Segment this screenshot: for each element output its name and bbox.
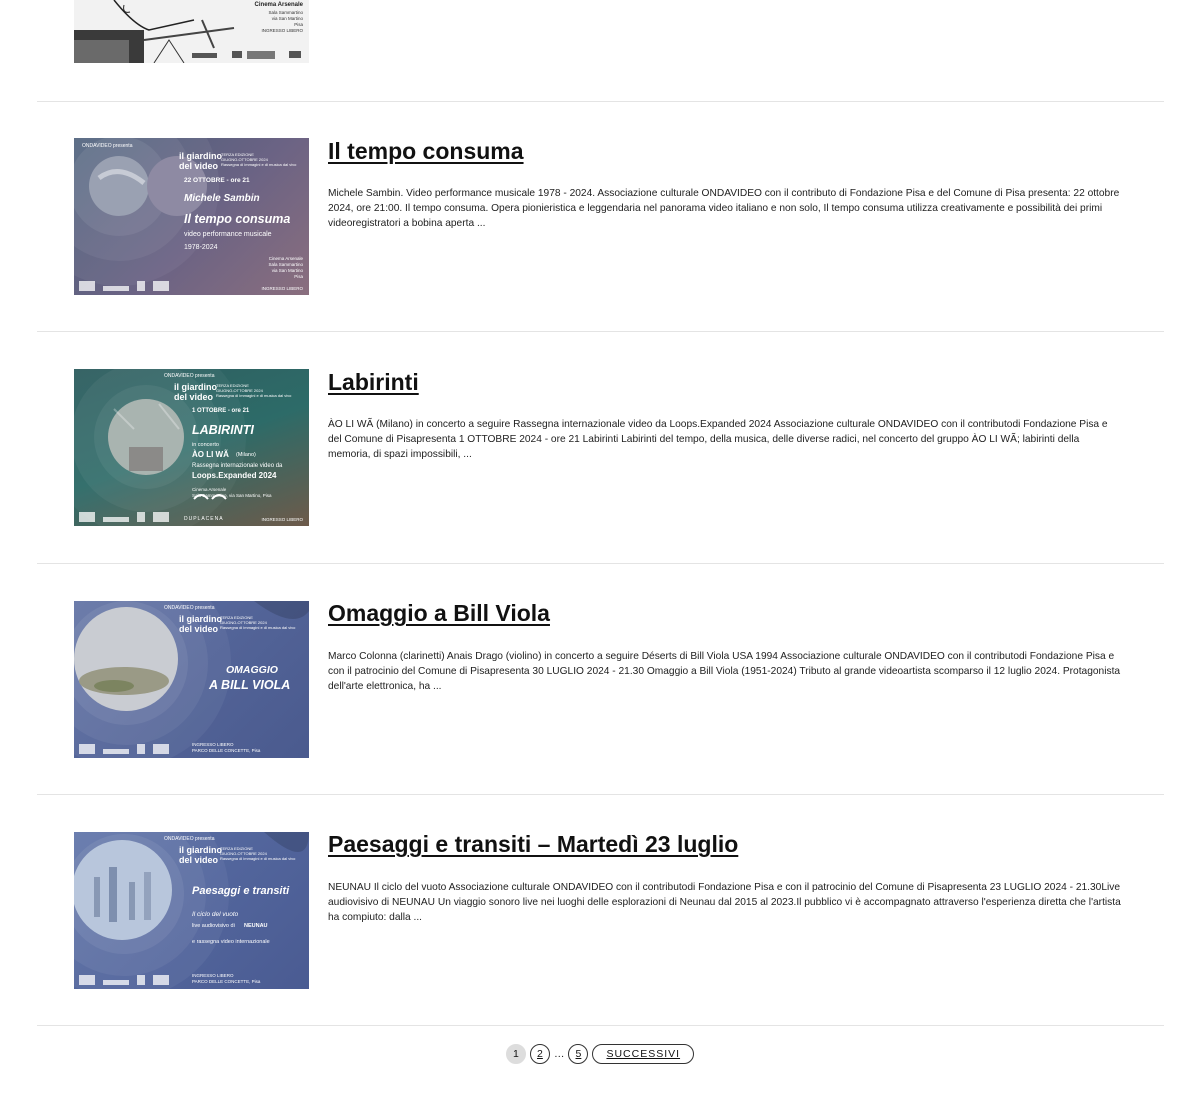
sponsor-logo bbox=[79, 512, 95, 522]
poster-rassegna-2: del video bbox=[179, 855, 219, 865]
sponsor-logo bbox=[137, 975, 145, 985]
post-divider bbox=[37, 101, 1164, 102]
poster-subtitle: Il ciclo del vuoto bbox=[192, 911, 239, 918]
sponsor-logo bbox=[103, 286, 129, 291]
post-thumbnail[interactable] bbox=[74, 138, 309, 295]
sponsor-logo bbox=[153, 512, 169, 522]
poster-venue-room: Sala Sammartino bbox=[268, 262, 303, 267]
post-title-link[interactable]: Il tempo consuma bbox=[328, 138, 524, 164]
poster-presenter: ONDAVIDEO presenta bbox=[164, 836, 215, 842]
poster-free-entry: INGRESSO LIBERO bbox=[261, 517, 303, 522]
sponsor-logo bbox=[137, 281, 145, 291]
post-thumbnail[interactable] bbox=[74, 601, 309, 758]
poster-subtitle: video performance musicale bbox=[184, 231, 272, 238]
poster-venue-street: via San Martino bbox=[271, 16, 303, 21]
poster-free-entry: INGRESSO LIBERO bbox=[192, 973, 234, 978]
sponsor-logo bbox=[103, 980, 129, 985]
poster-headline-2: A BILL VIOLA bbox=[209, 678, 291, 692]
poster-presenter: ONDAVIDEO presenta bbox=[164, 373, 215, 379]
page-5-link[interactable]: 5 bbox=[568, 1044, 588, 1064]
poster-venue-room: Sala Sammartino bbox=[268, 10, 303, 15]
post-divider bbox=[37, 794, 1164, 795]
poster-rassegna: il giardino bbox=[179, 845, 223, 855]
poster-period: GIUGNO-OTTOBRE 2024 bbox=[220, 620, 267, 625]
sponsor-logo bbox=[232, 51, 242, 58]
post-title-link[interactable]: Omaggio a Bill Viola bbox=[328, 600, 550, 626]
page-2-link[interactable]: 2 bbox=[530, 1044, 550, 1064]
poster-subtitle: in concerto bbox=[192, 442, 219, 448]
poster-headline: LABIRINTI bbox=[192, 423, 254, 437]
post-divider bbox=[37, 563, 1164, 564]
sponsor-logo bbox=[289, 51, 301, 58]
page-1-current: 1 bbox=[506, 1044, 526, 1064]
poster-period: GIUGNO-OTTOBRE 2024 bbox=[216, 388, 263, 393]
post-divider bbox=[37, 331, 1164, 332]
sponsor-logo bbox=[153, 744, 169, 754]
poster-venue: Cinema Arsenale bbox=[192, 487, 227, 492]
poster-presenter: ONDAVIDEO presenta bbox=[82, 143, 133, 149]
next-page-button[interactable]: SUCCESSIVI bbox=[592, 1044, 694, 1064]
sponsor-logo bbox=[137, 744, 145, 754]
poster-artist: NEUNAU bbox=[244, 923, 268, 929]
poster-rassegna-2: del video bbox=[179, 161, 219, 171]
pagination bbox=[0, 1044, 1200, 1064]
post-excerpt: Michele Sambin. Video performance musicale 1978 - 2024. Associazione culturale ONDAVIDEO con il contributo di Fondazione Pisa e del Comune di Pisa presenta: 22 ottobre 2024, ore 21:00. Il tempo consuma. Opera pionieristica e leggendaria nel panorama video italiano e non solo, Il tempo consuma utilizza creativamente e possibilità dei primi videoregistratori a bobina aperta ... bbox=[328, 188, 1120, 229]
poster-rassegna-2: del video bbox=[179, 624, 219, 634]
sponsor-logo bbox=[153, 281, 169, 291]
poster-venue-city: Pisa bbox=[294, 274, 303, 279]
poster-free-entry: INGRESSO LIBERO bbox=[261, 28, 303, 33]
poster-free-entry: INGRESSO LIBERO bbox=[192, 742, 234, 747]
sponsor-logos bbox=[79, 512, 169, 522]
poster-subtitle-2: Rassegna internazionale video da bbox=[192, 463, 283, 469]
poster-headline: Il tempo consuma bbox=[184, 212, 291, 226]
poster-venue: Cinema Arsenale bbox=[268, 256, 303, 261]
poster-festival: Loops.Expanded 2024 bbox=[192, 471, 277, 480]
sponsor-logo bbox=[192, 53, 217, 58]
sponsor-logo bbox=[79, 744, 95, 754]
post-excerpt: Marco Colonna (clarinetti) Anais Drago (violino) in concerto a seguire Déserts di Bill Viola USA 1994 Associazione culturale ONDAVIDEO con il contributodi Fondazione Pisa e con il patrocinio del Comune di Pisapresenta 30 LUGLIO 2024 - 21.30 Omaggio a Bill Viola (1951-2024) Tributo al grande videoartista scomparso il 12 luglio 2024. Protagonista dell'arte elettronica, ha ... bbox=[328, 651, 1121, 692]
poster-subtitle-2: live audiovisivo di bbox=[192, 923, 235, 929]
poster-tagline: Rassegna di immagini e di musica dal vivo bbox=[221, 162, 297, 167]
poster-edition: TERZA EDIZIONE bbox=[220, 615, 253, 620]
poster-years: 1978-2024 bbox=[184, 244, 218, 251]
post-title-link[interactable]: Paesaggi e transiti – Martedì 23 luglio bbox=[328, 831, 739, 857]
poster-venue: PARCO DELLE CONCETTE, Pisa bbox=[192, 748, 261, 753]
post-thumbnail-partial[interactable] bbox=[74, 0, 309, 63]
post-excerpt: NEUNAU Il ciclo del vuoto Associazione culturale ONDAVIDEO con il contributodi Fondazione Pisa e con il patrocinio del Comune di Pisapresenta 23 LUGLIO 2024 - 21.30Live audiovisivo di NEUNAU Un viaggio sonoro live nei luoghi delle esplorazioni di Neunau dal 2015 al 2023.Il pubblico vi è accompagnato attraverso l'esperienza diretta che l'artista ha compiuto: dalla ... bbox=[328, 882, 1121, 923]
sponsor-logos bbox=[79, 975, 169, 985]
poster-artist: Michele Sambin bbox=[184, 193, 260, 204]
poster-brand: DUPLACENA bbox=[184, 516, 224, 522]
pagination-ellipsis: … bbox=[554, 1044, 565, 1064]
poster-tagline: Rassegna di immagini e di musica dal vivo bbox=[220, 625, 296, 630]
poster-venue-city: Pisa bbox=[294, 22, 303, 27]
sponsor-logo bbox=[79, 281, 95, 291]
poster-rassegna-2: del video bbox=[174, 392, 214, 402]
sponsor-logo bbox=[153, 975, 169, 985]
poster-tagline: Rassegna di immagini e di musica dal vivo bbox=[220, 856, 296, 861]
poster-presenter: ONDAVIDEO presenta bbox=[164, 605, 215, 611]
poster-rassegna: il giardino bbox=[174, 382, 218, 392]
poster-edition: TERZA EDIZIONE bbox=[216, 383, 249, 388]
poster-tagline: Rassegna di immagini e di musica dal vivo bbox=[216, 393, 292, 398]
poster-headline: OMAGGIO bbox=[226, 664, 278, 676]
sponsor-logo bbox=[247, 51, 275, 59]
post-title-link[interactable]: Labirinti bbox=[328, 369, 419, 395]
sponsor-logo bbox=[79, 975, 95, 985]
poster-rassegna: il giardino bbox=[179, 151, 223, 161]
sponsor-logos bbox=[79, 281, 169, 291]
sponsor-logo bbox=[137, 512, 145, 522]
poster-period: GIUGNO-OTTOBRE 2024 bbox=[221, 157, 268, 162]
poster-band: ÀO LI WÃ bbox=[192, 450, 229, 459]
poster-edition: TERZA EDIZIONE bbox=[220, 846, 253, 851]
poster-venue: PARCO DELLE CONCETTE, Pisa bbox=[192, 979, 261, 984]
post-excerpt: ÀO LI WÃ (Milano) in concerto a seguire Rassegna internazionale video da Loops.Expanded 2024 Associazione culturale ONDAVIDEO con il contributodi Fondazione Pisa e del Comune di Pisapresenta 1 OTTOBRE 2024 - ore 21 Labirinti Labirinti del tempo, della musica, delle diverse radici, nel concerto del gruppo ÀO LI WÃ; labirinti della memoria, di spazi impossibili, ... bbox=[328, 419, 1108, 460]
poster-free-entry: INGRESSO LIBERO bbox=[261, 286, 303, 291]
sponsor-logos bbox=[79, 744, 169, 754]
sponsor-logo bbox=[103, 749, 129, 754]
poster-venue-address: Sala Sammartino, via San Martino, Pisa bbox=[192, 493, 272, 498]
poster-date: 1 OTTOBRE - ore 21 bbox=[192, 408, 250, 414]
poster-venue-street: via San Martino bbox=[271, 268, 303, 273]
poster-period: GIUGNO-OTTOBRE 2024 bbox=[220, 851, 267, 856]
poster-rassegna: il giardino bbox=[179, 614, 223, 624]
poster-subtitle-3: e rassegna video internazionale bbox=[192, 939, 270, 945]
poster-edition: TERZA EDIZIONE bbox=[221, 152, 254, 157]
post-thumbnail[interactable] bbox=[74, 369, 309, 526]
poster-date: 22 OTTOBRE - ore 21 bbox=[184, 177, 250, 184]
post-thumbnail[interactable] bbox=[74, 832, 309, 989]
sponsor-logo bbox=[103, 517, 129, 522]
post-divider bbox=[37, 1025, 1164, 1026]
poster-city: (Milano) bbox=[236, 452, 256, 458]
poster-headline: Paesaggi e transiti bbox=[192, 885, 290, 897]
poster-venue: Cinema Arsenale bbox=[254, 2, 303, 8]
